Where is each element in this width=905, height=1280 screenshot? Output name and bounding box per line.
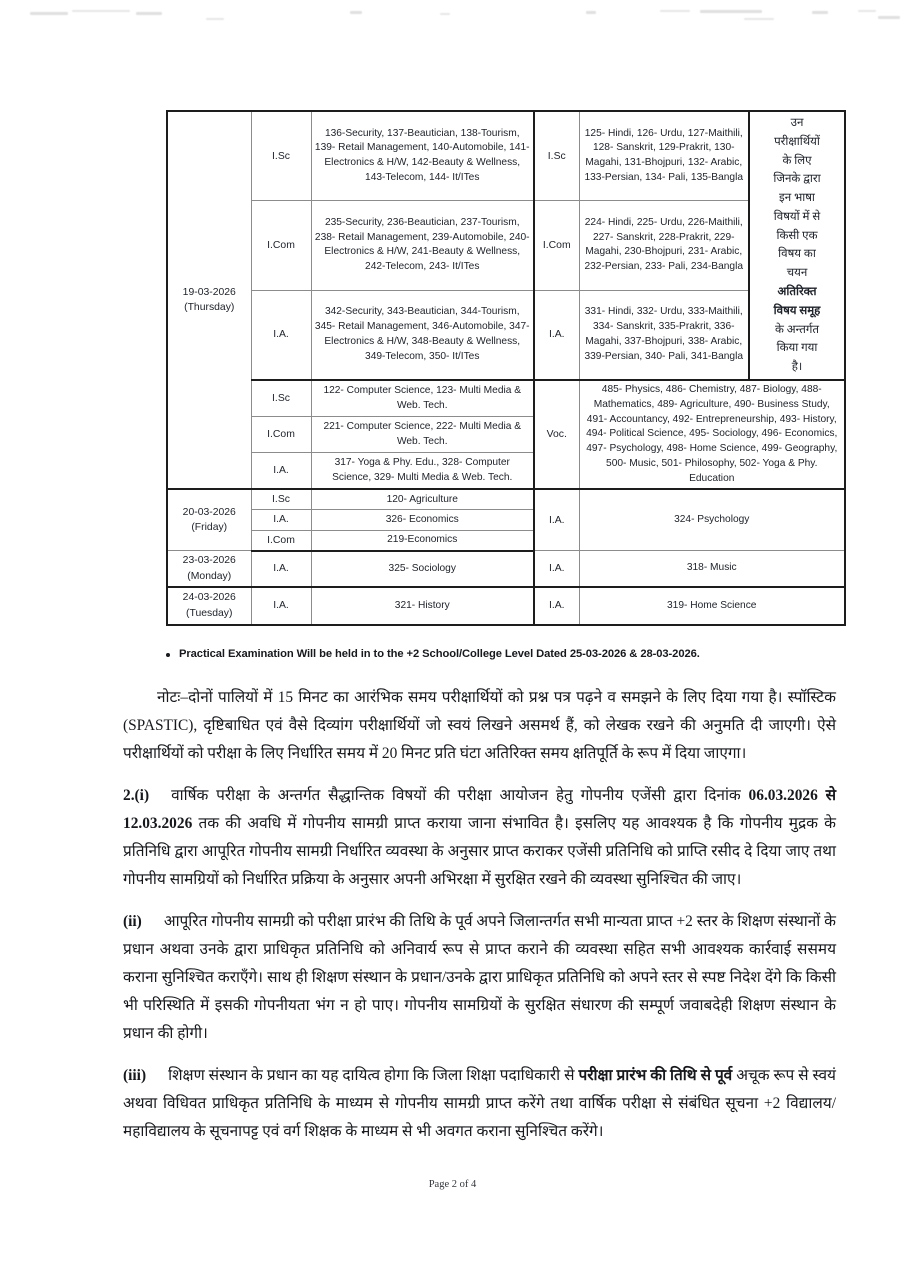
cell-stream: I.A. <box>251 453 311 490</box>
clause-iii <box>123 1062 836 1146</box>
hindi-note-bold: विषय समूह <box>773 303 821 317</box>
table-row <box>167 489 845 510</box>
cell-stream: I.A. <box>251 290 311 380</box>
hindi-note-line: के अन्तर्गत <box>775 322 819 336</box>
hindi-note-line: है। <box>791 360 803 374</box>
hindi-note-line: उन <box>790 116 804 129</box>
clause-text-part2: तक की अवधि में गोपनीय सामग्री प्राप्त कराया जाना संभावित है। इसलिए यह आवश्यक है कि गोपनीय मुद्रक के प्रतिनिधि द्वारा आपूरित गोपनीय सामग्री निर्धारित व्यवस्था के अनुसार प्राप्त कराकर एजेंसी प्रतिनिधि को प्राप्ति रसीद दे दिया जाए तथा गोपनीय सामग्रियों को निर्धारित प्रक्रिया के अनुसार अपनी अभिरक्षा में सुरक्षित रखने की व्यवस्था सुनिश्चित की जाए। <box>123 815 836 889</box>
clause-text-part2: अचूक रूप से स्वयं अथवा विधिवत प्राधिकृत प्रतिनिधि के माध्यम से गोपनीय सामग्री प्राप्त करेंगे तथा वार्षिक परीक्षा से संबंधित सूचना +2 विद्यालय/महाविद्यालय के सूचनापट्ट एवं वर्ग शिक्षक के माध्यम से भी अवगत कराना सुनिश्चित करेंगे। <box>123 1067 836 1141</box>
cell-subjects: 221- Computer Science, 222- Multi Media & Web. Tech. <box>311 417 534 453</box>
date-text: 24-03-2026 <box>182 592 236 604</box>
clause-bold-dates: 06.03.2026 से 12.03.2026 <box>123 787 837 833</box>
clause-text-part1: आपूरित गोपनीय सामग्री को परीक्षा प्रारंभ की तिथि के पूर्व अपने जिलान्तर्गत सभी मान्यता प्राप्त +2 स्तर के शिक्षण संस्थानों के प्रधान अथवा उनके द्वारा प्राधिकृत प्रतिनिधि को अनिवार्य रूप से प्राप्त कराने की व्यवस्था सहित सभी आवश्यक कार्रवाई ससमय कराना सुनिश्चित कराएँगे। साथ ही शिक्षण संस्थान के प्रधान/उनके द्वारा प्राधिकृत प्रतिनिधि को अपने स्तर से स्पष्ट निदेश देंगे कि किसी भी परिस्थिति में इसकी गोपनीयता भंग न हो पाए। गोपनीय सामग्रियों के सुरक्षित संधारण की सम्पूर्ण जवाबदेही शिक्षण संस्थान के प्रधान की होगी। <box>123 913 836 1043</box>
table-row <box>167 587 845 624</box>
hindi-note-line: के लिए <box>782 153 812 167</box>
hindi-note-line: विषयों में से <box>773 209 821 223</box>
cell-right-subject: 324- Psychology <box>579 489 845 550</box>
day-text: (Tuesday) <box>186 607 233 619</box>
cell-stream: I.Sc <box>251 489 311 510</box>
cell-subjects: 317- Yoga & Phy. Edu., 328- Computer Science, 329- Multi Media & Web. Tech. <box>311 453 534 490</box>
table-row <box>167 201 845 290</box>
hindi-note-line: किसी एक <box>776 228 818 242</box>
cell-hindi-note <box>749 111 845 380</box>
table-row <box>167 380 845 417</box>
cell-lang-subjects: 331- Hindi, 332- Urdu, 333-Maithili, 334- Sanskrit, 335-Prakrit, 336- Magahi, 337-Bhojpuri, 338- Arabic, 339-Persian, 340- Pali, 341-Bangla <box>579 290 749 380</box>
hindi-note-bold: अतिरिक्त <box>777 285 817 299</box>
body-text-column <box>123 684 836 1160</box>
bullet-icon <box>166 653 170 657</box>
cell-voc-subjects: 485- Physics, 486- Chemistry, 487- Biology, 488- Mathematics, 489- Agriculture, 490- Business Study, 491- Accountancy, 492- Entrepreneurship, 493- History, 494- Political Science, 495- Sociology, 496- Economics, 497- Psychology, 498- Home Science, 499- Geography, 500- Music, 501- Philosophy, 502- Yoga & Phy. Education <box>579 380 845 489</box>
cell-subjects: 326- Economics <box>311 510 534 530</box>
cell-date-20-03 <box>167 489 251 550</box>
page-footer: Page 2 of 4 <box>428 1179 477 1190</box>
hindi-note-line: विषय का <box>778 247 816 261</box>
note-paragraph: नोटः–दोनों पालियों में 15 मिनट का आरंभिक समय परीक्षार्थियों को प्रश्न पत्र पढ़ने व समझने के लिए दिया गया है। स्पॉस्टिक (SPASTIC), दृष्टिबाधित एवं वैसे दिव्यांग परीक्षार्थियों जो स्वयं लिखने असमर्थ हैं, को लेखक रखने की अनुमति दी जाएगी। ऐसे परीक्षार्थियों को परीक्षा के लिए निर्धारित समय में 20 मिनट प्रति घंटा अतिरिक्त समय क्षतिपूर्ति के रूप में दिया जाएगा। <box>123 689 836 763</box>
cell-lang-subjects: 125- Hindi, 126- Urdu, 127-Maithili, 128- Sanskrit, 129-Prakrit, 130- Magahi, 131-Bhojpuri, 132- Arabic, 133-Persian, 134- Pali, 135-Bangla <box>579 111 749 201</box>
clause-text-part1: वार्षिक परीक्षा के अन्तर्गत सैद्धान्तिक विषयों की परीक्षा आयोजन हेतु गोपनीय एजेंसी द्वारा दिनांक <box>171 787 749 805</box>
clause-text-part1: शिक्षण संस्थान के प्रधान का यह दायित्व होगा कि जिला शिक्षा पदाधिकारी से <box>168 1067 579 1085</box>
table-row <box>167 111 845 201</box>
cell-date-19-03 <box>167 111 251 489</box>
cell-subjects: 342-Security, 343-Beautician, 344-Tourism, 345- Retail Management, 346-Automobile, 347-Electronics & H/W, 348-Beauty & Wellness, 349-Telecom, 350- It/ITes <box>311 290 534 380</box>
cell-lang-stream: I.Sc <box>534 111 579 201</box>
date-text: 20-03-2026 <box>182 506 236 518</box>
cell-stream: I.Com <box>251 201 311 290</box>
day-text: (Monday) <box>187 570 232 582</box>
cell-stream: I.Com <box>251 417 311 453</box>
clause-label: (iii) <box>123 1067 147 1085</box>
hindi-note-line: जिनके द्वारा <box>773 172 821 186</box>
date-text: 19-03-2026 <box>182 286 236 298</box>
cell-lang-stream: I.Com <box>534 201 579 290</box>
exam-schedule-table <box>166 110 844 626</box>
cell-lang-subjects: 224- Hindi, 225- Urdu, 226-Maithili, 227- Sanskrit, 228-Prakrit, 229- Magahi, 230-Bhojpuri, 231- Arabic, 232-Persian, 233- Pali, 234-Bangla <box>579 201 749 290</box>
day-text: (Thursday) <box>184 302 235 314</box>
cell-right-stream: I.A. <box>534 489 579 550</box>
cell-stream: I.Sc <box>251 111 311 201</box>
cell-right-subject: 319- Home Science <box>579 587 845 624</box>
table-row <box>167 290 845 380</box>
clause-ii <box>123 908 836 1048</box>
cell-subjects: 219-Economics <box>311 530 534 551</box>
cell-right-stream: I.A. <box>534 551 579 588</box>
hindi-note-line: इन भाषा <box>779 191 815 205</box>
cell-date-24-03 <box>167 587 251 624</box>
cell-right-subject: 318- Music <box>579 551 845 588</box>
bullet-text: Practical Examination Will be held in to the +2 School/College Level Dated 25-03-2026 & 28-03-2026. <box>179 648 700 660</box>
scan-artifact <box>0 4 905 30</box>
cell-right-stream: I.A. <box>534 587 579 624</box>
cell-date-23-03 <box>167 551 251 588</box>
cell-subjects: 122- Computer Science, 123- Multi Media & Web. Tech. <box>311 380 534 417</box>
cell-lang-stream: I.A. <box>534 290 579 380</box>
cell-subjects: 136-Security, 137-Beautician, 138-Tourism, 139- Retail Management, 140-Automobile, 141-Electronics & H/W, 142-Beauty & Wellness, 143-Telecom, 144- It/ITes <box>311 111 534 201</box>
cell-subjects: 321- History <box>311 587 534 624</box>
practical-exam-bullet <box>166 648 856 660</box>
date-text: 23-03-2026 <box>182 555 236 567</box>
cell-stream: I.A. <box>251 551 311 588</box>
cell-stream: I.Com <box>251 530 311 551</box>
clause-2i <box>123 782 836 894</box>
cell-subjects: 325- Sociology <box>311 551 534 588</box>
day-text: (Friday) <box>191 522 228 534</box>
cell-stream: I.A. <box>251 587 311 624</box>
clause-bold-phrase: परीक्षा प्रारंभ की तिथि से पूर्व <box>578 1067 733 1085</box>
hindi-note-line: चयन <box>786 266 808 280</box>
clause-label: (ii) <box>123 913 142 931</box>
cell-subjects: 120- Agriculture <box>311 489 534 510</box>
cell-subjects: 235-Security, 236-Beautician, 237-Tourism, 238- Retail Management, 239-Automobile, 240-Electronics & H/W, 241-Beauty & Wellness, 242-Telecom, 243- It/ITes <box>311 201 534 290</box>
cell-stream: I.A. <box>251 510 311 530</box>
hindi-note-line: परीक्षार्थियों <box>774 134 820 148</box>
clause-label: 2.(i) <box>123 787 150 805</box>
hindi-note-line: किया गया <box>776 341 818 355</box>
cell-stream: I.Sc <box>251 380 311 417</box>
cell-voc-stream: Voc. <box>534 380 579 489</box>
table-row <box>167 551 845 588</box>
